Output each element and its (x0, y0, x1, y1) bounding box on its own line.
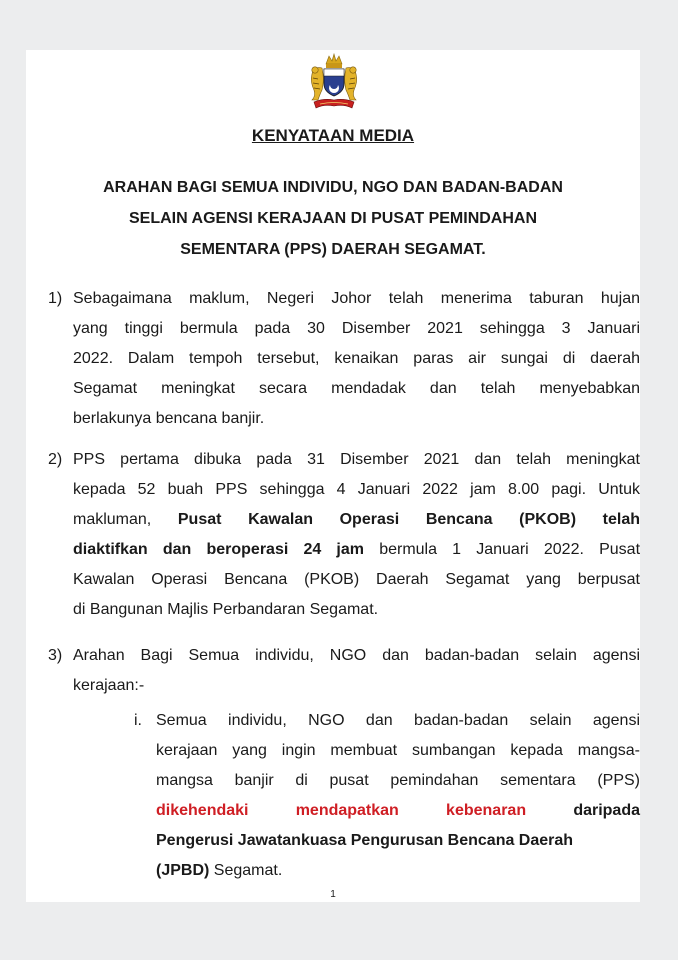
subparagraph-i (134, 706, 640, 886)
heading-line: SELAIN AGENSI KERAJAAN DI PUSAT PEMINDAHAN (128, 210, 538, 227)
paragraph-line (73, 535, 640, 565)
paragraph-line (73, 505, 640, 535)
paragraph-line: kerajaan yang ingin membuat sumbangan kepada mangsa- (156, 742, 640, 759)
heading-line: ARAHAN BAGI SEMUA INDIVIDU, NGO DAN BADAN-BADAN (103, 179, 563, 196)
page-number: 1 (330, 889, 336, 900)
paragraph-line: mangsa banjir di pusat pemindahan sementara (PPS) (156, 772, 640, 789)
paragraph-line: di Bangunan Majlis Perbandaran Segamat. (73, 601, 379, 618)
johor-state-crest-icon (304, 52, 364, 114)
paragraph-line: Kawalan Operasi Bencana (PKOB) Daerah Segamat yang berpusat (73, 571, 640, 588)
paragraph-line: yang tinggi bermula pada 30 Disember 2021 sehingga 3 Januari (73, 320, 640, 337)
heading-line: SEMENTARA (PPS) DAERAH SEGAMAT. (180, 241, 486, 258)
paragraph-number: 1) (48, 290, 63, 307)
paragraph-line: PPS pertama dibuka pada 31 Disember 2021 dan telah meningkat (73, 451, 640, 468)
bold-text: diaktifkan dan beroperasi 24 jam (73, 541, 365, 558)
paragraph-line: Segamat meningkat secara mendadak dan telah menyebabkan (73, 380, 640, 397)
paragraph-line (156, 796, 640, 826)
paragraph-line: kerajaan:- (73, 677, 145, 694)
paragraph-line: Pengerusi Jawatankuasa Pengurusan Bencana Daerah (156, 832, 574, 849)
paragraph-line: Sebagaimana maklum, Negeri Johor telah menerima taburan hujan (73, 290, 640, 307)
paragraph-text: bermula 1 Januari 2022. Pusat (364, 541, 641, 558)
paragraph-line: kepada 52 buah PPS sehingga 4 Januari 2022 jam 8.00 pagi. Untuk (73, 481, 640, 498)
paragraph-1 (48, 284, 640, 434)
document-heading (26, 172, 640, 265)
paragraph-text: Segamat. (209, 862, 283, 879)
paragraph-line: Semua individu, NGO dan badan-badan selain agensi (156, 712, 640, 729)
paragraph-number: 3) (48, 647, 63, 664)
subparagraph-number: i. (134, 712, 142, 729)
bold-text: (JPBD) (156, 862, 210, 879)
paragraph-3 (48, 641, 640, 701)
document-page (26, 50, 640, 902)
paragraph-text: makluman, (73, 511, 178, 528)
emphasis-text: dikehendaki mendapatkan kebenaran (156, 802, 527, 819)
bold-text: daripada (573, 802, 640, 819)
bold-text: Pusat Kawalan Operasi Bencana (PKOB) telah (177, 511, 640, 528)
paragraph-line: Arahan Bagi Semua individu, NGO dan badan-badan selain agensi (73, 647, 640, 664)
document-title: KENYATAAN MEDIA (251, 126, 415, 145)
paragraph-number: 2) (48, 451, 63, 468)
paragraph-line: berlakunya bencana banjir. (73, 410, 265, 427)
paragraph-line (156, 856, 640, 886)
paragraph-line: 2022. Dalam tempoh tersebut, kenaikan paras air sungai di daerah (73, 350, 640, 367)
paragraph-2 (48, 445, 640, 625)
